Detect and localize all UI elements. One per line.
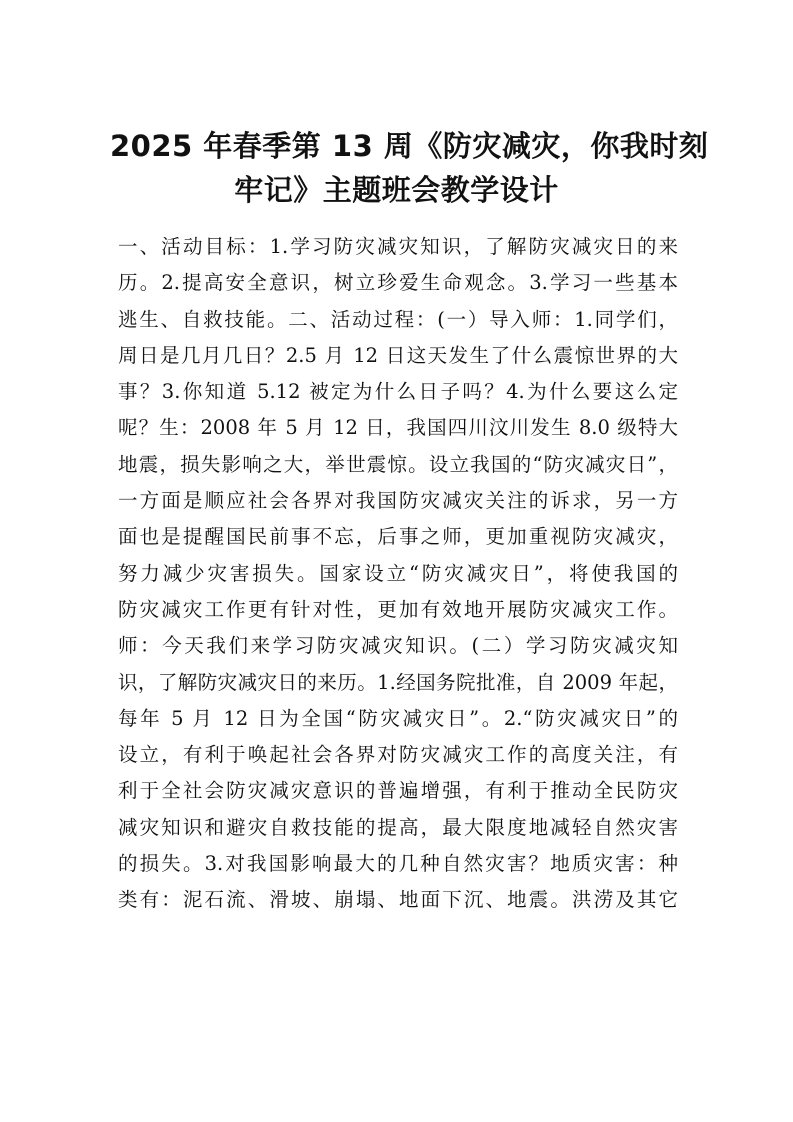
body-line: 一方面是顺应社会各界对我国防灾减灾关注的诉求，另一方 (118, 489, 678, 513)
document-body (118, 229, 678, 919)
body-line: 防灾减灾工作更有针对性，更加有效地开展防灾减灾工作。 (118, 597, 678, 621)
body-line: 努力减少灾害损失。国家设立“防灾减灾日”，将使我国的 (118, 561, 678, 585)
body-line: 一、活动目标：1.学习防灾减灾知识，了解防灾减灾日的来 (118, 235, 678, 258)
body-line: 识，了解防灾减灾日的来历。1.经国务院批准，自 2009 年起， (118, 670, 678, 694)
body-line: 事？3.你知道 5.12 被定为什么日子吗？4.为什么要这么定 (118, 380, 678, 404)
body-line: 减灾知识和避灾自救技能的提高，最大限度地减轻自然灾害 (118, 815, 678, 839)
body-line: 面也是提醒国民前事不忘，后事之师，更加重视防灾减灾， (118, 525, 678, 549)
body-line: 师：今天我们来学习防灾减灾知识。(二）学习防灾减灾知 (118, 634, 678, 658)
title-line-2: 牢记》主题班会教学设计 (234, 173, 559, 207)
body-line: 逃生、自救技能。二、活动过程：(一）导入师：1.同学们， (118, 307, 678, 331)
body-line: 类有：泥石流、滑坡、崩塌、地面下沉、地震。洪涝及其它 (118, 888, 678, 912)
document-title (110, 124, 709, 212)
body-line: 地震，损失影响之大，举世震惊。设立我国的“防灾减灾日”， (118, 452, 678, 476)
body-line: 的损失。3.对我国影响最大的几种自然灾害？地质灾害：种 (118, 852, 678, 876)
body-line: 呢？生：2008 年 5 月 12 日，我国四川汶川发生 8.0 级特大 (118, 416, 678, 440)
title-line-1: 2025 年春季第 13 周《防灾减灾，你我时刻 (110, 129, 709, 163)
body-line: 周日是几月几日？2.5 月 12 日这天发生了什么震惊世界的大 (118, 343, 678, 367)
body-line: 设立，有利于唤起社会各界对防灾减灾工作的高度关注，有 (118, 743, 678, 767)
body-line: 每年 5 月 12 日为全国“防灾减灾日”。2.“防灾减灾日”的 (118, 706, 678, 730)
body-line: 历。2.提高安全意识，树立珍爱生命观念。3.学习一些基本 (118, 271, 678, 295)
body-line: 利于全社会防灾减灾意识的普遍增强，有利于推动全民防灾 (118, 779, 678, 803)
